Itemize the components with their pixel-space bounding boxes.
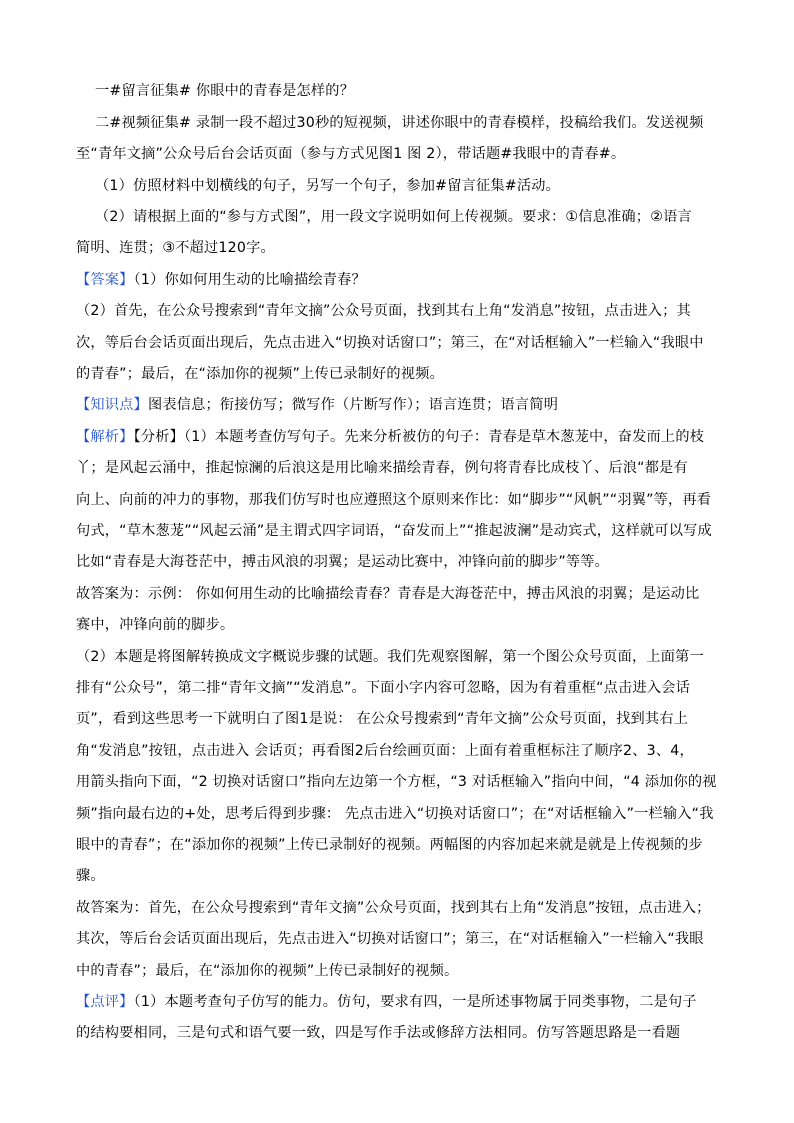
analysis-tag: 【解析】: [76, 429, 134, 445]
knowledge-text: 图表信息；衔接仿写；微写作（片断写作）；语言连贯；语言简明: [147, 397, 559, 413]
analysis-line-14: 眼中的青春”；在“添加你的视频”上传已录制好的视频。两幅图的内容加起来就是就是上传视频的步: [76, 837, 703, 853]
analysis-line-17: 其次，等后台会话页面出现后，先点击进入“切换对话窗口”；第三，在“对话框输入”一栏输入“我眼: [76, 931, 704, 947]
comment-line-2: 的结构要相同，三是句式和语气要一致，四是写作手法或修辞方法相同。仿写答题思路是一看题: [76, 1025, 681, 1041]
analysis-line-7: 赛中，冲锋向前的脚步。: [76, 617, 235, 633]
prompt-line-1: 一#留言征集# 你眼中的青春是怎样的？: [95, 83, 355, 99]
analysis-line-10: 页”，看到这些思考一下就明白了图1是说： 在公众号搜索到“青年文摘”公众号页面，找到其右上: [76, 711, 689, 727]
analysis-line-6: 故答案为：示例： 你如何用生动的比喻描绘青春？青春是大海苍茫中，搏击风浪的羽翼；是运动比: [76, 586, 700, 602]
analysis-line-18: 中的青春”；最后，在“添加你的视频”上传已录制好的视频。: [76, 963, 459, 979]
knowledge-tag: 【知识点】: [76, 397, 148, 413]
knowledge-line: [76, 395, 558, 415]
analysis-line-5: 比如“青春是大海苍茫中，搏击风浪的羽翼；是运动比赛中，冲锋向前的脚步”等等。: [76, 554, 610, 570]
analysis-line-12: 用箭头指向下面，“2 切换对话窗口”指向左边第一个方框，“3 对话框输入”指向中间，“4 添加你的视: [76, 774, 717, 790]
comment-text-1: （1）本题考查句子仿写的能力。仿句，要求有四，一是所述事物属于同类事物，二是句子: [133, 994, 697, 1010]
answer-tag: 【答案】: [76, 272, 134, 288]
answer-line-1: [76, 270, 366, 290]
analysis-subtag: 【分析】: [133, 429, 185, 445]
question-2-line-1: （2）请根据上面的“参与方式图”，用一段文字说明如何上传视频。要求：①信息准确；②语言: [95, 209, 692, 225]
answer-line-2: （2）首先，在公众号搜索到“青年文摘”公众号页面，找到其右上角“发消息”按钮，点击进入；其: [76, 303, 691, 319]
comment-tag: 【点评】: [76, 994, 134, 1010]
answer-text-1: （1）你如何用生动的比喻描绘青春？: [133, 272, 366, 288]
analysis-line-4: 句式，“草木葱茏”“风起云涌”是主谓式四字词语，“奋发而上”“推起波澜”是动宾式，这样就可以写成: [76, 523, 712, 539]
analysis-line-16: 故答案为：首先，在公众号搜索到“青年文摘”公众号页面，找到其右上角“发消息”按钮，点击进入；: [76, 900, 711, 916]
answer-line-3: 次，等后台会话页面出现后，先点击进入“切换对话窗口”；第三，在“对话框输入”一栏输入“我眼中: [76, 335, 704, 351]
analysis-line-3: 向上、向前的冲力的事物，那我们仿写时也应遵照这个原则来作比：如“脚步”“风帆”“羽翼”等，再看: [76, 492, 712, 508]
analysis-line-1: [76, 427, 704, 447]
analysis-line-15: 骤。: [76, 868, 105, 884]
prompt-line-2: 二#视频征集# 录制一段不超过30秒的短视频，讲述你眼中的青春模样，投稿给我们。发送视频: [95, 115, 704, 131]
prompt-line-3: 至“青年文摘”公众号后台会话页面（参与方式见图1 图 2），带话题#我眼中的青春#。: [76, 146, 626, 162]
analysis-line-2: 丫；是风起云涌中，推起惊澜的后浪这是用比喻来描绘青春，例句将青春比成枝丫、后浪“都是有: [76, 460, 688, 476]
analysis-text-1: （1）本题考查仿写句子。先来分析被仿的句子：青春是草木葱茏中，奋发而上的枝: [184, 429, 705, 445]
answer-line-4: 的青春”；最后，在“添加你的视频”上传已录制好的视频。: [76, 366, 444, 382]
comment-line-1: [76, 992, 697, 1012]
question-1: （1）仿照材料中划横线的句子，另写一个句子，参加#留言征集#活动。: [95, 178, 561, 194]
analysis-line-13: 频”指向最右边的+处，思考后得到步骤： 先点击进入“切换对话窗口”；在“对话框输入”一栏输入“我: [76, 806, 714, 822]
question-2-line-2: 简明、连贯；③不超过120字。: [76, 240, 275, 256]
analysis-line-9: 排有“公众号”，第二排“青年文摘”“发消息”。下面小字内容可忽略，因为有着重框“点击进入会话: [76, 680, 690, 696]
analysis-line-11: 角“发消息”按钮，点击进入 会话页；再看图2后台绘画页面：上面有着重框标注了顺序2、3、4，: [76, 743, 694, 759]
analysis-line-8: （2）本题是将图解转换成文字概说步骤的试题。我们先观察图解，第一个图公众号页面，上面第一: [76, 649, 704, 665]
